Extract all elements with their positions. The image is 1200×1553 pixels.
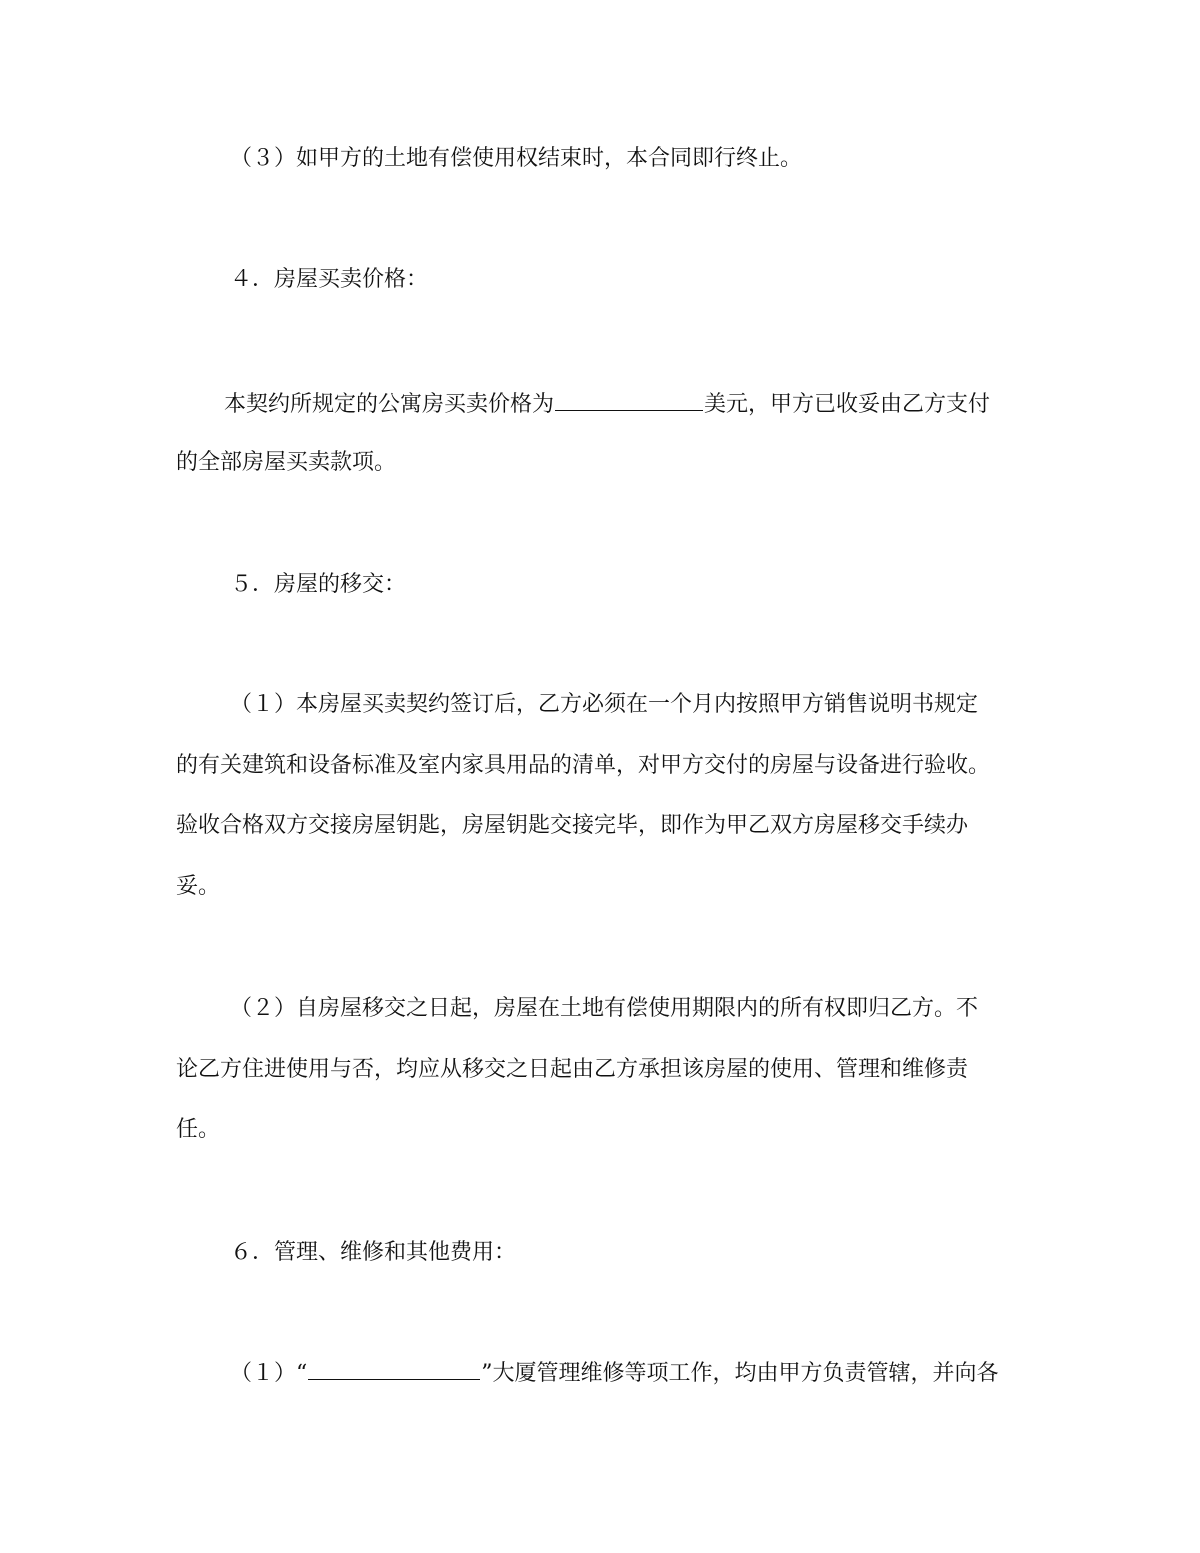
- handover-clause-1-line-3: [176, 811, 968, 841]
- paragraph-text: 的有关建筑和设备标准及室内家具用品的清单，对甲方交付的房屋与设备进行验收。: [176, 753, 991, 778]
- section-heading-4: [230, 265, 428, 295]
- handover-clause-1-line-4: [176, 872, 220, 902]
- handover-clause-1-line-1: [230, 690, 978, 720]
- building-name-blank-field: [308, 1357, 480, 1380]
- paragraph-text: 本契约所规定的公寓房买卖价格为: [224, 392, 555, 417]
- paragraph-text: （１）本房屋买卖契约签订后，乙方必须在一个月内按照甲方销售说明书规定: [230, 692, 979, 717]
- handover-clause-2-line-3: [176, 1115, 220, 1145]
- price-paragraph-line-2: [176, 448, 396, 478]
- price-blank-field: [555, 388, 703, 411]
- section-heading-text: ６．管理、维修和其他费用：: [230, 1240, 517, 1265]
- section-heading-text: ５．房屋的移交：: [230, 572, 407, 597]
- paragraph-text: 的全部房屋买卖款项。: [176, 450, 397, 475]
- handover-clause-2-line-2: [176, 1055, 968, 1085]
- paragraph-text: 验收合格双方交接房屋钥匙，房屋钥匙交接完毕，即作为甲乙双方房屋移交手续办: [176, 813, 969, 838]
- paragraph-text: 妥。: [176, 874, 221, 899]
- paragraph-text: （２）自房屋移交之日起，房屋在土地有偿使用期限内的所有权即归乙方。不: [230, 996, 979, 1021]
- paragraph-text: 美元，甲方已收妥由乙方支付: [704, 392, 991, 417]
- section-heading-text: ４．房屋买卖价格：: [230, 267, 429, 292]
- handover-clause-2-line-1: [230, 994, 978, 1024]
- handover-clause-1-line-2: [176, 751, 990, 781]
- paragraph-text: 任。: [176, 1117, 221, 1142]
- clause-text: （３）如甲方的土地有偿使用权结束时，本合同即行终止。: [230, 146, 803, 171]
- section-heading-5: [230, 570, 406, 600]
- section-heading-6: [230, 1238, 516, 1268]
- paragraph-text: 论乙方住进使用与否，均应从移交之日起由乙方承担该房屋的使用、管理和维修责: [176, 1057, 969, 1082]
- price-paragraph-line-1: [224, 388, 990, 420]
- clause-3-3: [230, 144, 802, 174]
- management-clause-1-line-1: [230, 1357, 999, 1389]
- paragraph-text: ”大厦管理维修等项工作，均由甲方负责管辖，并向各: [481, 1361, 999, 1386]
- paragraph-text: （１）“: [230, 1361, 308, 1386]
